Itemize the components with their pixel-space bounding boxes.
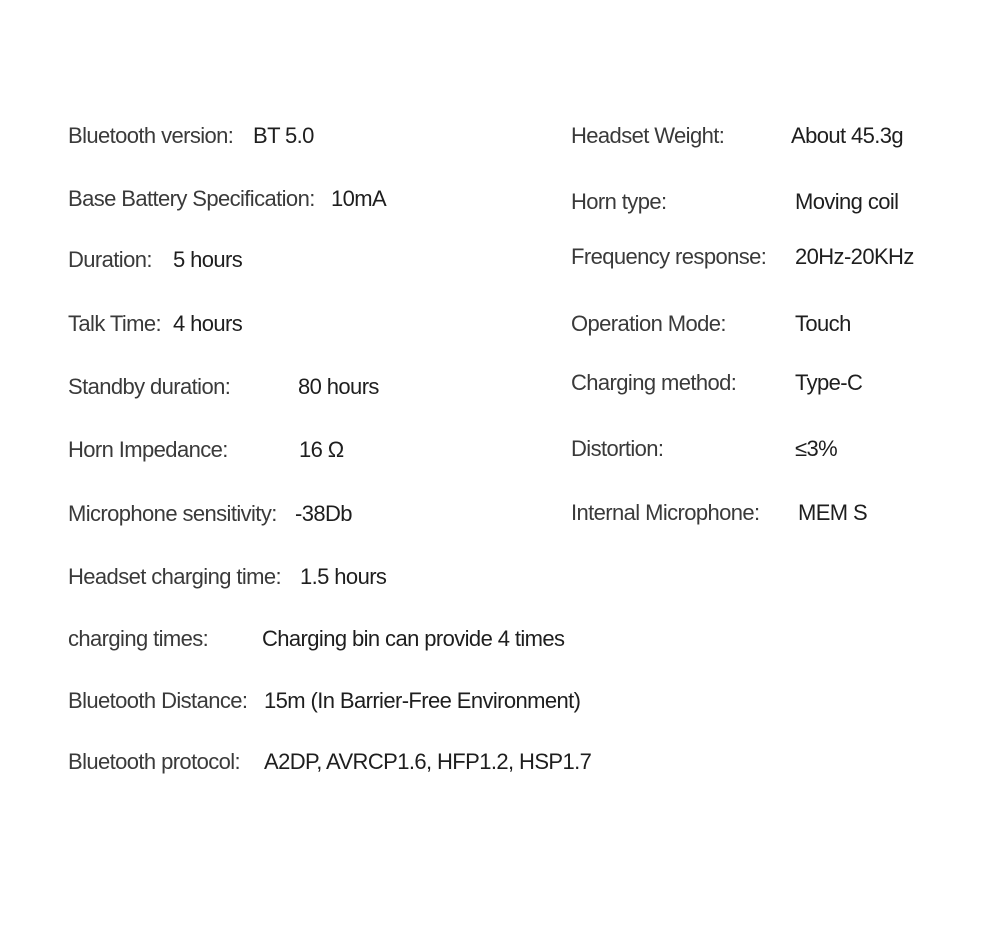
spec-value: 20Hz-20KHz <box>795 244 914 269</box>
spec-label: Horn Impedance: <box>68 437 228 462</box>
spec-label: Talk Time: <box>68 311 162 336</box>
spec-value: 80 hours <box>298 374 379 399</box>
spec-label: Charging method: <box>571 370 737 395</box>
spec-label: Distortion: <box>571 436 664 461</box>
spec-value: Charging bin can provide 4 times <box>262 626 565 651</box>
spec-value: 16 Ω <box>299 437 344 462</box>
spec-label: Bluetooth Distance: <box>68 688 248 713</box>
spec-label: Operation Mode: <box>571 311 726 336</box>
spec-value: Moving coil <box>795 189 899 214</box>
spec-label: Duration: <box>68 247 152 272</box>
spec-label: Bluetooth version: <box>68 123 234 148</box>
spec-label: Microphone sensitivity: <box>68 501 277 526</box>
spec-value: 1.5 hours <box>300 564 387 589</box>
spec-value: MEM S <box>798 500 868 525</box>
spec-label: Internal Microphone: <box>571 500 760 525</box>
spec-label: Horn type: <box>571 189 667 214</box>
spec-label: Standby duration: <box>68 374 231 399</box>
spec-value: ≤3% <box>795 436 838 461</box>
spec-value: -38Db <box>295 501 352 526</box>
spec-value: 4 hours <box>173 311 243 336</box>
spec-value: Type-C <box>795 370 863 395</box>
spec-label: Base Battery Specification: <box>68 186 315 211</box>
spec-value: 15m (In Barrier-Free Environment) <box>264 688 581 713</box>
spec-label: charging times: <box>68 626 209 651</box>
spec-label: Headset charging time: <box>68 564 282 589</box>
spec-label: Frequency response: <box>571 244 767 269</box>
spec-value: A2DP, AVRCP1.6, HFP1.2, HSP1.7 <box>264 749 592 774</box>
spec-label: Headset Weight: <box>571 123 725 148</box>
spec-value: About 45.3g <box>791 123 904 148</box>
spec-value: BT 5.0 <box>253 123 314 148</box>
spec-value: 10mA <box>331 186 387 211</box>
spec-label: Bluetooth protocol: <box>68 749 241 774</box>
spec-value: Touch <box>795 311 851 336</box>
spec-value: 5 hours <box>173 247 243 272</box>
